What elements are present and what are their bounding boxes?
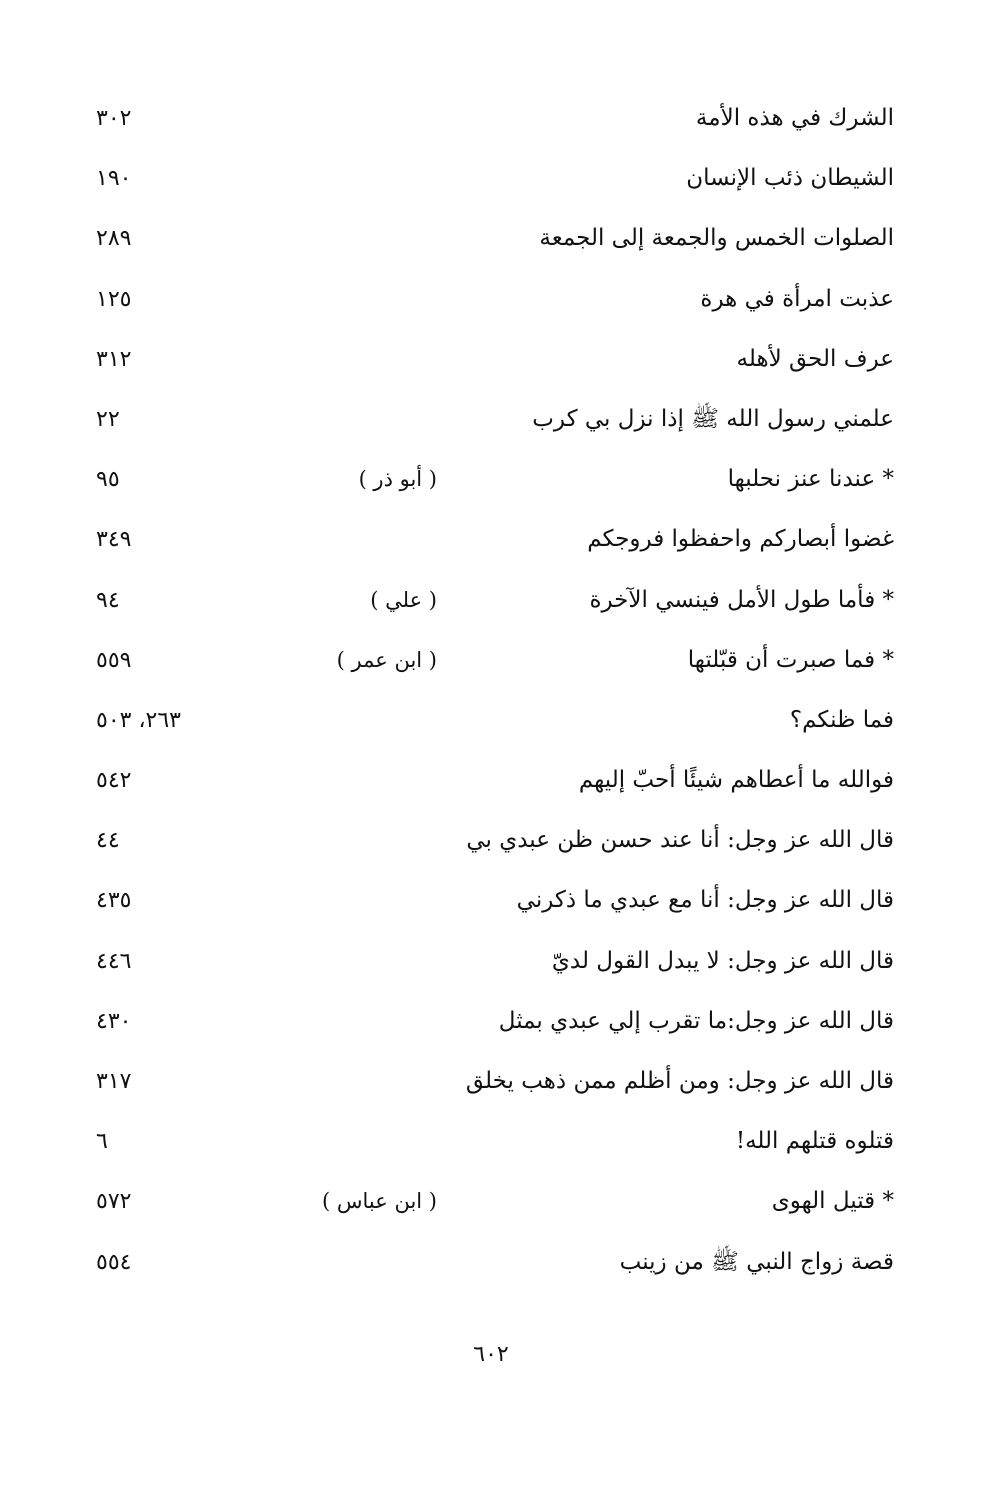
- entry-narrator: ( ابن عباس ): [322, 1189, 437, 1214]
- entry-page-ref: ٥٥٤: [96, 1249, 132, 1275]
- index-row: [0, 1111, 982, 1171]
- index-row: [0, 329, 982, 389]
- entry-title: * عندنا عنز نحلبها: [727, 466, 894, 493]
- entry-title: الشرك في هذه الأمة: [695, 105, 894, 131]
- entry-page-ref: ٢٢: [96, 406, 120, 432]
- index-row: [0, 931, 982, 991]
- index-row: [0, 1051, 982, 1111]
- entry-page-ref: ٤٤٦: [96, 948, 132, 974]
- hadith-index-list: [0, 88, 982, 1292]
- index-row: [0, 870, 982, 930]
- entry-page-ref: ٤٣٠: [96, 1008, 132, 1034]
- index-row: [0, 630, 982, 690]
- entry-page-ref: ٢٨٩: [96, 226, 132, 252]
- entry-page-ref: ٩٤: [96, 587, 120, 613]
- entry-title: قال الله عز وجل: لا يبدل القول لديّ: [551, 947, 894, 974]
- index-row: [0, 991, 982, 1051]
- entry-title: قال الله عز وجل: أنا عند حسن ظن عبدي بي: [466, 827, 894, 854]
- index-row: [0, 269, 982, 329]
- entry-title: قصة زواج النبي ﷺ من زينب: [619, 1248, 894, 1275]
- entry-page-ref: ٥٥٩: [96, 647, 132, 673]
- index-row: [0, 1171, 982, 1231]
- entry-title: عذبت امرأة في هرة: [700, 285, 894, 312]
- index-row: [0, 208, 982, 268]
- entry-title: * فأما طول الأمل فينسي الآخرة: [589, 586, 894, 613]
- entry-page-ref: ٥٤٢: [96, 768, 132, 794]
- entry-page-ref: ٣١٢: [96, 346, 132, 372]
- index-row: [0, 570, 982, 630]
- index-row: [0, 389, 982, 449]
- page-number: ٦٠٢: [473, 1342, 509, 1367]
- index-row: [0, 810, 982, 870]
- entry-page-ref: ٣٠٢: [96, 106, 132, 131]
- entry-title: عرف الحق لأهله: [736, 345, 894, 372]
- entry-page-ref: ٣١٧: [96, 1069, 132, 1094]
- entry-page-ref: ٤٤: [96, 828, 120, 854]
- entry-page-ref: ١٢٥: [96, 286, 132, 312]
- entry-title: قتلوه قتلهم الله!: [735, 1128, 894, 1155]
- entry-title: فما ظنكم؟: [789, 706, 894, 733]
- entry-narrator: ( علي ): [370, 587, 437, 612]
- index-row: [0, 148, 982, 208]
- entry-title: قال الله عز وجل: ومن أظلم ممن ذهب يخلق: [465, 1068, 894, 1094]
- entry-page-ref: ٩٥: [96, 467, 120, 493]
- index-row: [0, 690, 982, 750]
- entry-title: قال الله عز وجل:ما تقرب إلي عبدي بمثل: [498, 1007, 894, 1034]
- index-row: [0, 1232, 982, 1292]
- entry-title: الصلوات الخمس والجمعة إلى الجمعة: [539, 225, 894, 252]
- entry-page-ref: ٤٣٥: [96, 888, 132, 914]
- entry-page-ref: ٥٧٢: [96, 1189, 132, 1215]
- entry-page-ref: ٣٤٩: [96, 527, 132, 553]
- entry-narrator: ( أبو ذر ): [358, 467, 437, 492]
- entry-title: الشيطان ذئب الإنسان: [686, 165, 894, 192]
- entry-title: علمني رسول الله ﷺ إذا نزل بي كرب: [532, 405, 894, 432]
- entry-page-ref: ١٩٠: [96, 166, 132, 192]
- index-row: [0, 88, 982, 148]
- entry-page-ref: ٢٦٣، ٥٠٣: [96, 707, 181, 733]
- index-row: [0, 449, 982, 509]
- entry-title: غضوا أبصاركم واحفظوا فروجكم: [587, 526, 894, 553]
- index-row: [0, 509, 982, 569]
- entry-title: * قتيل الهوى: [771, 1188, 894, 1215]
- entry-page-ref: ٦: [96, 1129, 108, 1155]
- entry-title: فوالله ما أعطاهم شيئًا أحبّ إليهم: [578, 767, 894, 794]
- entry-title: قال الله عز وجل: أنا مع عبدي ما ذكرني: [516, 887, 894, 914]
- entry-title: * فما صبرت أن قبّلتها: [687, 646, 894, 673]
- entry-narrator: ( ابن عمر ): [336, 647, 437, 672]
- index-row: [0, 750, 982, 810]
